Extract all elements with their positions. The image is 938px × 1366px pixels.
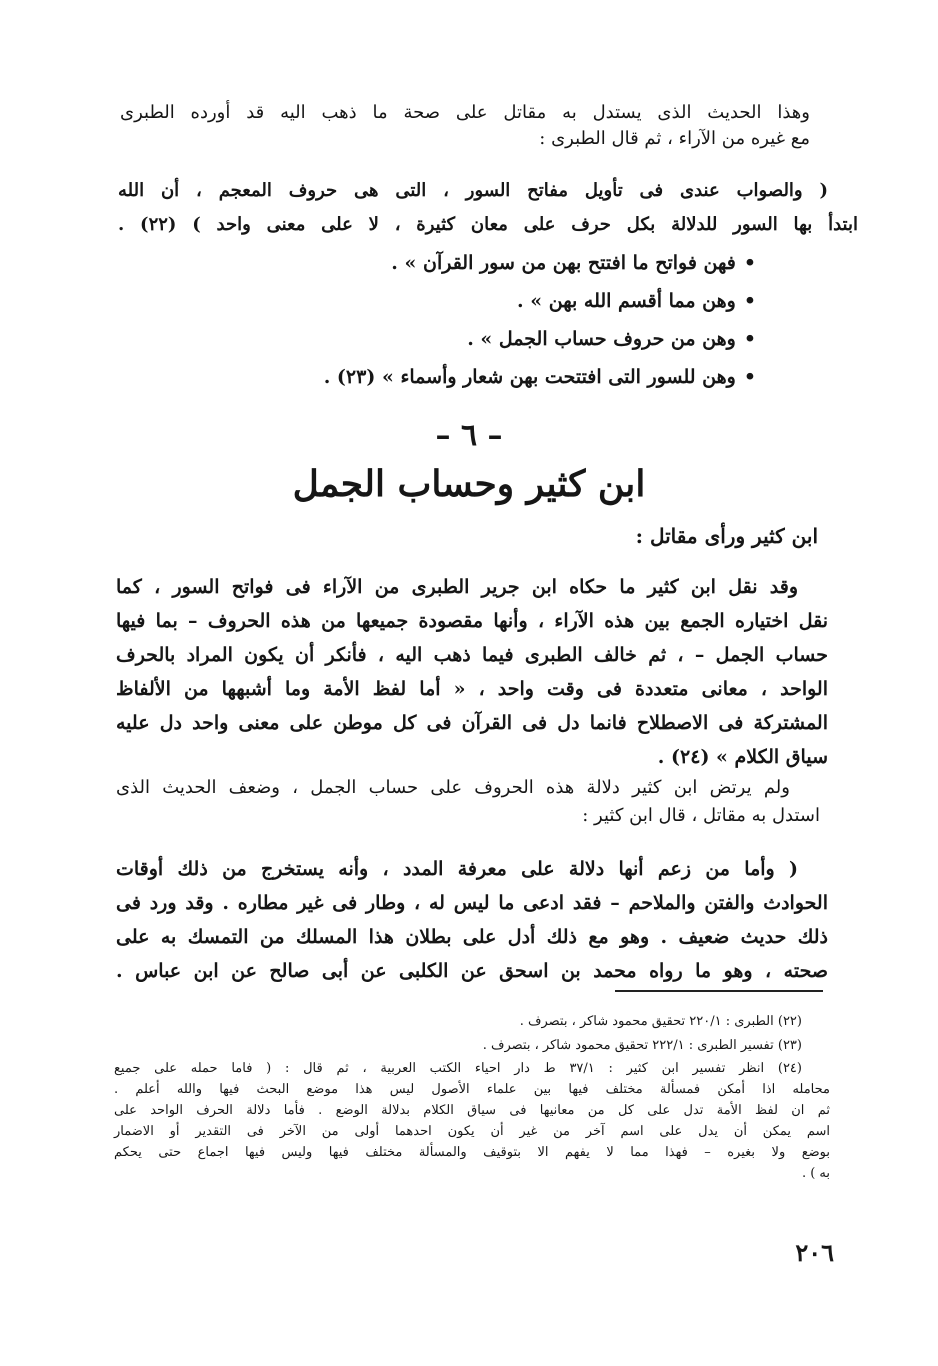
- quote-line: ( وأما من زعم أنها دلالة على معرفة المدد ، وأنه يستخرج من ذلك أوقات: [116, 858, 798, 880]
- footnote-24-cont: اسم يمكن أن يدل على اسم آخر من غير أن يكون احدهما أولى من الآخر فى التقدير أو الاضمار: [114, 1124, 830, 1139]
- bullet-item: [196, 358, 756, 396]
- paragraph-line: حساب الجمل – ، ثم خالف الطبرى فيما ذهب اليه ، فأنكر أن يكون المراد بالحرف: [116, 644, 828, 666]
- bullet-marker-icon: •: [743, 366, 756, 388]
- paragraph-line: ولم يرتض ابن كثير دلالة هذه الحروف على حساب الجمل ، وضعف الحديث الذى: [116, 777, 790, 798]
- bullet-item: [196, 320, 756, 358]
- quote-line: ( والصواب عندى فى تأويل مفاتح السور ، التى هى حروف المعجم ، أن الله: [118, 180, 828, 201]
- paragraph-ibn-kathir: [116, 570, 828, 774]
- page-number: ٢٠٦: [795, 1238, 834, 1267]
- quote-line: ذلك حديث ضعيف . وهو مع ذلك أدل على بطلان هذا المسلك من التمسك به على: [116, 926, 828, 948]
- footnote-23: (٢٣) تفسير الطبرى : ٢٢٢/١ تحقيق محمود شاكر ، بتصرف .: [482, 1038, 802, 1053]
- paragraph-rejection: [116, 774, 820, 830]
- footnote-24-cont: بوضع ولا بغيره – فهذا مما لا يفهم الا بتوقيف والمسألة مختلف فيها وليس فيها اجماع حتى يحكم: [114, 1145, 830, 1160]
- intro-line: مع غيره من الآراء ، ثم قال الطبرى :: [539, 128, 810, 149]
- bullet-item: [196, 244, 756, 282]
- paragraph-line: سياق الكلام » (٢٤) .: [657, 746, 828, 768]
- footnote-separator: [615, 990, 823, 992]
- footnote-24: (٢٤) انظر تفسير ابن كثير : ٣٧/١ ط دار احياء الكتب العربية ، ثم قال : ( فاما حمله على جميع: [114, 1061, 802, 1076]
- subheading: ابن كثير ورأى مقاتل :: [635, 524, 818, 548]
- quote-line: صحته ، وهو ما رواه محمد بن اسحق عن الكلبى عن أبى صالح عن ابن عباس .: [116, 960, 828, 982]
- bullet-marker-icon: •: [743, 328, 756, 350]
- bullet-text: وهن من حروف حساب الجمل » .: [467, 328, 736, 350]
- quote-line: الحوادث والفتن والملاحم – فقد ادعى ما ليس له ، وطار فى غير مطاره . وقد ورد فى: [116, 892, 828, 914]
- quote-line: ابتدأ بها السور للدلالة بكل حرف على معان كثيرة ، لا على معنى واحد ) (٢٢) .: [118, 214, 858, 235]
- footnote-24-cont: به ) .: [801, 1166, 830, 1181]
- section-number: – ٦ –: [435, 418, 503, 453]
- paragraph-line: نقل اختياره الجمع بين هذه الآراء ، وأنها مقصودة جميعها من هذه الحروف – بما فيها: [116, 610, 828, 632]
- quote-ibn-kathir: [116, 852, 828, 988]
- paragraph-line: الواحد ، معانى متعددة فى وقت واحد ، « أما لفظ الأمة وما أشبهها من الألفاظ: [116, 678, 828, 700]
- footnote-22: (٢٢) الطبرى : ٢٢٠/١ تحقيق محمود شاكر ، بتصرف .: [519, 1014, 802, 1029]
- paragraph-line: استدل به مقاتل ، قال ابن كثير :: [582, 805, 820, 826]
- bullet-text: وهن مما أقسم الله بهن » .: [517, 290, 736, 312]
- intro-paragraph: [120, 100, 810, 152]
- quote-tabari: [118, 174, 858, 242]
- paragraph-line: المشتركة فى الاصطلاح فانما دل فى القرآن فى كل موطن على معنى واحد دل عليه: [116, 712, 828, 734]
- section-title: ابن كثير وحساب الجمل: [292, 463, 646, 505]
- footnote-24-cont: ثم ان لفظ الأمة تدل على كل من معانيها فى سياق الكلام بدلالة الوضع . فأما دلالة الحرف الواحد على: [114, 1103, 830, 1118]
- bullet-text: وهن للسور التى افتتحت بهن شعار وأسماء » (٢٣) .: [323, 366, 736, 388]
- paragraph-line: وقد نقل ابن كثير ما حكاه ابن جرير الطبرى من الآراء فى فواتح السور ، كما: [116, 576, 798, 598]
- bullet-marker-icon: •: [743, 290, 756, 312]
- bullet-marker-icon: •: [743, 252, 756, 274]
- bullet-text: فهن فواتح ما افتتح بهن من سور القرآن » .: [391, 252, 736, 274]
- bullet-list: [196, 244, 756, 396]
- footnote-24-cont: محامله اذا أمكن فمسألة مختلف فيها بين علماء الأصول ليس هذا موضع البحث فيها والله أعلم .: [114, 1082, 830, 1097]
- footnotes: [114, 1010, 830, 1184]
- intro-line: وهذا الحديث الذى يستدل به مقاتل على صحة ما ذهب اليه قد أورده الطبرى: [120, 102, 810, 123]
- bullet-item: [196, 282, 756, 320]
